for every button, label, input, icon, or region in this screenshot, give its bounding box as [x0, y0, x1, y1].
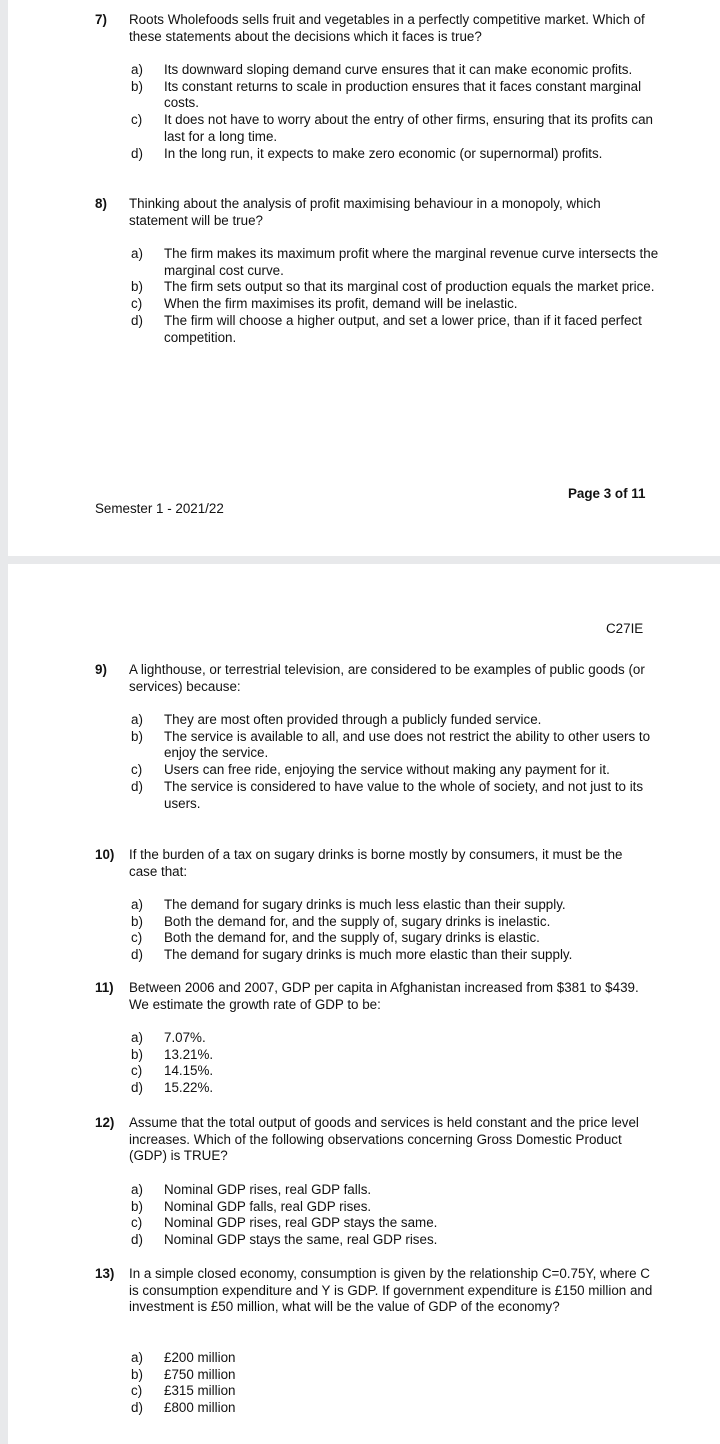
- option-list: [129, 897, 659, 964]
- question-text: Roots Wholefoods sells fruit and vegetables in a perfectly competitive market. Which of these statements about the decisions which it faces is true?: [129, 12, 645, 44]
- option-letter: a): [131, 62, 143, 77]
- option-text: £200 million: [164, 1350, 236, 1365]
- option-letter: c): [131, 112, 143, 128]
- option-text: 15.22%.: [164, 1080, 214, 1096]
- option-list: [129, 712, 659, 812]
- option-text: 7.07%.: [164, 1030, 206, 1045]
- option-letter: b): [131, 1366, 143, 1382]
- option-d: [129, 146, 659, 163]
- option-text: Its downward sloping demand curve ensures that it can make economic profits.: [164, 62, 633, 77]
- option-list: [129, 1350, 659, 1417]
- question-number: 9): [95, 662, 107, 677]
- document-page-4: [8, 564, 720, 1444]
- option-b: [129, 1199, 659, 1216]
- question-text: If the burden of a tax on sugary drinks is borne mostly by consumers, it must be the case that:: [129, 847, 623, 879]
- option-text: £750 million: [164, 1366, 236, 1382]
- option-a: [129, 246, 659, 279]
- option-b: [129, 1047, 659, 1064]
- question-text: In a simple closed economy, consumption is given by the relationship C=0.75Y, where C is consumption expenditure and Y is GDP. If government expenditure is £150 million and investment is £50 million, what will be the value of GDP of the economy?: [129, 1266, 653, 1315]
- option-b: [129, 1367, 659, 1384]
- option-letter: c): [131, 1215, 143, 1231]
- option-b: [129, 279, 659, 296]
- option-b: [129, 79, 659, 112]
- question-text: Thinking about the analysis of profit maximising behaviour in a monopoly, which statement will be true?: [129, 196, 601, 228]
- option-a: [129, 1350, 659, 1367]
- option-letter: c): [131, 296, 143, 312]
- option-letter: a): [131, 1182, 143, 1197]
- option-text: £800 million: [164, 1400, 236, 1416]
- option-text: The firm will choose a higher output, and set a lower price, than if it faced perfect competition.: [164, 312, 642, 345]
- option-letter: b): [131, 78, 143, 94]
- option-letter: d): [131, 1400, 143, 1416]
- option-d: [129, 1232, 659, 1249]
- option-text: Nominal GDP falls, real GDP rises.: [164, 1198, 372, 1214]
- option-c: [129, 1063, 659, 1080]
- option-letter: d): [131, 1080, 143, 1096]
- option-letter: a): [131, 897, 143, 912]
- option-letter: a): [131, 1350, 143, 1365]
- option-a: [129, 62, 659, 79]
- option-letter: d): [131, 1232, 143, 1248]
- option-c: [129, 930, 659, 947]
- option-list: [129, 246, 659, 346]
- option-a: [129, 897, 659, 914]
- question-text: A lighthouse, or terrestrial television, are considered to be examples of public goods (or services) because:: [129, 662, 645, 694]
- option-c: [129, 762, 659, 779]
- question-number: 7): [95, 12, 107, 27]
- page-number: Page 3 of 11: [568, 486, 646, 501]
- option-text: The firm makes its maximum profit where the marginal revenue curve intersects the marginal cost curve.: [164, 246, 659, 278]
- option-letter: c): [131, 1063, 143, 1079]
- option-list: [129, 1182, 659, 1249]
- option-letter: a): [131, 246, 143, 261]
- option-letter: a): [131, 712, 143, 727]
- option-letter: c): [131, 930, 143, 946]
- option-c: [129, 296, 659, 313]
- option-a: [129, 1182, 659, 1199]
- question-number: 10): [95, 847, 115, 862]
- option-letter: d): [131, 312, 143, 328]
- option-b: [129, 729, 659, 762]
- option-c: [129, 1215, 659, 1232]
- question-number: 11): [95, 980, 114, 995]
- option-text: The demand for sugary drinks is much less elastic than their supply.: [164, 897, 566, 912]
- option-text: The service is considered to have value to the whole of society, and not just to its users.: [164, 778, 644, 811]
- question-text: Between 2006 and 2007, GDP per capita in Afghanistan increased from $381 to $439. We estimate the growth rate of GDP to be:: [129, 980, 639, 1012]
- option-letter: b): [131, 1198, 143, 1214]
- question-number: 13): [95, 1266, 115, 1281]
- option-letter: b): [131, 1046, 143, 1062]
- option-text: 14.15%.: [164, 1063, 214, 1079]
- option-c: [129, 112, 659, 145]
- option-text: In the long run, it expects to make zero economic (or supernormal) profits.: [164, 145, 603, 161]
- option-d: [129, 1080, 659, 1097]
- option-d: [129, 313, 659, 346]
- question-number: 8): [95, 196, 107, 211]
- option-text: Both the demand for, and the supply of, sugary drinks is inelastic.: [164, 913, 551, 929]
- option-letter: d): [131, 947, 143, 963]
- option-text: 13.21%.: [164, 1046, 214, 1062]
- option-text: When the firm maximises its profit, demand will be inelastic.: [164, 296, 518, 312]
- document-page-3: [8, 0, 720, 556]
- option-text: The service is available to all, and use does not restrict the ability to other users to enjoy the service.: [164, 728, 651, 761]
- option-b: [129, 914, 659, 931]
- option-c: [129, 1383, 659, 1400]
- option-d: [129, 947, 659, 964]
- option-letter: c): [131, 1383, 143, 1399]
- option-letter: d): [131, 778, 143, 794]
- option-list: [129, 1030, 659, 1097]
- option-text: The demand for sugary drinks is much more elastic than their supply.: [164, 947, 573, 963]
- module-code: C27IE: [606, 621, 644, 636]
- option-d: [129, 1400, 659, 1417]
- option-text: It does not have to worry about the entry of other firms, ensuring that its profits can last for a long time.: [164, 112, 654, 144]
- option-d: [129, 779, 659, 812]
- question-number: 12): [95, 1115, 115, 1130]
- option-letter: a): [131, 1030, 143, 1045]
- option-text: £315 million: [164, 1383, 236, 1399]
- option-letter: d): [131, 145, 143, 161]
- option-letter: b): [131, 279, 143, 295]
- option-letter: b): [131, 913, 143, 929]
- option-text: They are most often provided through a publicly funded service.: [164, 712, 542, 727]
- option-list: [129, 62, 659, 162]
- option-text: Both the demand for, and the supply of, sugary drinks is elastic.: [164, 930, 540, 946]
- option-text: The firm sets output so that its marginal cost of production equals the market price.: [164, 279, 655, 295]
- option-text: Nominal GDP rises, real GDP falls.: [164, 1182, 372, 1197]
- option-text: Users can free ride, enjoying the service without making any payment for it.: [164, 762, 610, 778]
- option-text: Nominal GDP stays the same, real GDP rises.: [164, 1232, 438, 1248]
- option-a: [129, 712, 659, 729]
- question-text: Assume that the total output of goods and services is held constant and the price level increases. Which of the following observations concerning Gross Domestic Product (GDP) is TRUE?: [129, 1115, 639, 1164]
- semester-footer: Semester 1 - 2021/22: [95, 501, 224, 516]
- option-letter: c): [131, 762, 143, 778]
- option-letter: b): [131, 728, 143, 744]
- option-text: Its constant returns to scale in production ensures that it faces constant marginal costs.: [164, 78, 642, 111]
- option-text: Nominal GDP rises, real GDP stays the same.: [164, 1215, 438, 1231]
- option-a: [129, 1030, 659, 1047]
